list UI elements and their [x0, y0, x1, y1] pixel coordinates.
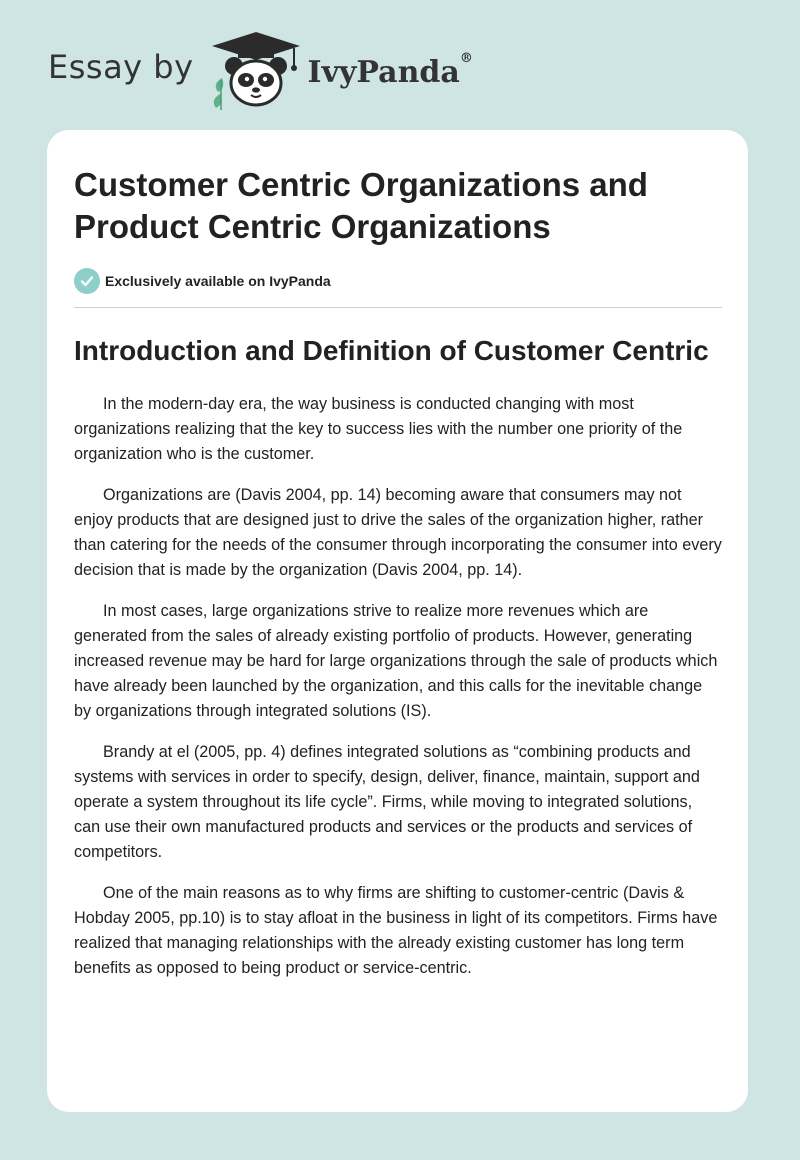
brand-name-text: IvyPanda [307, 54, 460, 90]
checkmark-icon [74, 268, 100, 294]
paragraph: In the modern-day era, the way business is conducted changing with most organizations realizing that the key to success lies with the number one priority of the organization who is the customer. [74, 395, 683, 463]
divider [74, 307, 722, 308]
site-header [48, 28, 473, 112]
essay-content [74, 130, 722, 997]
essay-card [47, 130, 748, 1112]
paragraph: One of the main reasons as to why firms are shifting to customer-centric (Davis & Hobday 2005, pp.10) is to stay afloat in the business in light of its competitors. Firms have realized that managing relationships with the already existing customer has long term benefits as opposed to being product or service-centric. [74, 884, 718, 977]
panda-graduate-icon[interactable] [208, 28, 304, 112]
paragraph: Organizations are (Davis 2004, pp. 14) becoming aware that consumers may not enjoy products that are designed just to drive the sales of the organization higher, rather than catering for the needs of the consumer through incorporating the consumer into every decision that is made by the organization (Davis 2004, pp. 14). [74, 486, 722, 579]
essay-body [74, 392, 722, 981]
exclusive-label: Exclusively available on IvyPanda [105, 273, 331, 289]
paragraph: Brandy at el (2005, pp. 4) defines integrated solutions as “combining products and systems with services in order to specify, design, deliver, finance, maintain, support and operate a system throughout its life cycle”. Firms, while moving to integrated solutions, can use their own manufactured products and services or the products and services of competitors. [74, 743, 700, 861]
page-title: Customer Centric Organizations and Product Centric Organizations [74, 166, 648, 245]
exclusive-badge [74, 267, 722, 295]
paragraph: In most cases, large organizations strive to realize more revenues which are generated from the sales of already existing portfolio of products. However, generating increased revenue may be hard for large organizations through the sale of products which have already been launched by the organization, and this calls for the inevitable change by organizations through integrated solutions (IS). [74, 602, 718, 720]
brand-name[interactable] [307, 50, 473, 90]
section-heading: Introduction and Definition of Customer Centric [74, 335, 709, 366]
essay-by-label: Essay by [48, 48, 194, 86]
registered-mark: ® [459, 50, 473, 66]
